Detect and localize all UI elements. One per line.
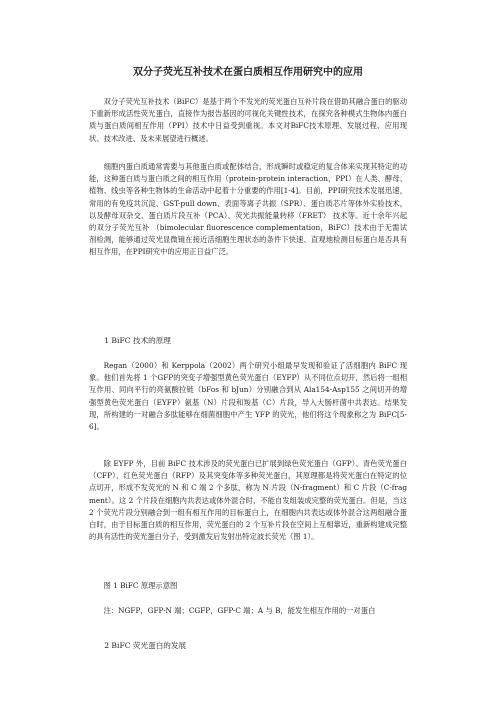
intro-paragraph: 细胞内蛋白质通常需要与其他蛋白质或配体结合，形成瞬时或稳定的复合体来实现其特定的功能，这种蛋白质与蛋白质之间的相互作用（protein-protein interaction，PPI）在人类、酵母、植物、线虫等各种生物体的生命活动中起着十分重要的作用[1-4]。目前，PPI研究技术发展迅速，常用的有免疫共沉淀、GST-pull down、表面等离子共振（SPR）、蛋白质芯片等体外实验技术，以及酵母双杂交、蛋白质片段互补（PCA）、荧光共振能量转移（FRET） 技术等。近十余年兴起的双分子荧光互补 （bimolecular fluorescence complementation，BiFC）技术由于无需试剂检测，能够通过荧光显微镜在接近活细胞生理状态的条件下快速、直观地检测目标蛋白是否具有相互作用，在PPI研究中的应用正日益广泛。 [89,162,407,257]
figure-caption: 图 1 BiFC 原理示意图 [103,581,178,590]
section-1-paragraph-1: Regan（2000）和 Kerppola（2002）两个研究小组最早发现和验证了活细胞内 BiFC 现象。他们首先将 1 个GFP的突变子增强型黄色荧光蛋白（EYFP）从不同位点切开，然后将一组相互作用、同向平行的亮氨酸拉链（bFos 和 bJun）分别融合到从 Ala154-Asp155 之间切开的增强型黄色荧光蛋白（EYFP）氨基（N）片段和羧基（C）片段，导入大肠杆菌中共表达。结果发现，所构建的一对融合多肽能够在细菌细胞中产生 YFP 的荧光，他们将这个现象称之为 BiFC[5-6]。 [89,361,407,432]
section-2-heading: 2 BiFC 荧光蛋白的发展 [104,641,187,650]
section-1-paragraph-2: 除 EYFP 外，目前 BiFC 技术涉及的荧光蛋白已扩展到绿色荧光蛋白（GFP）、青色荧光蛋白（CFP）、红色荧光蛋白（RFP）及其突变体等多种荧光蛋白，其原理都是将荧光蛋白在特定的位点切开，形成不发荧光的 N 和 C 端 2 个多肽，称为 N 片段（N-fragment）和 C 片段（C-fragment）。这 2 个片段在细胞内共表达或体外混合时，不能自发组装成完整的荧光蛋白。但是，当这 2 个荧光片段分别融合到一组有相互作用的目标蛋白上，在细胞内共表达或体外混合这两组融合蛋白时，由于目标蛋白质的相互作用，荧光蛋白的 2 个互补片段在空间上互相靠近，重新构建成完整的具有活性的荧光蛋白分子，受到激发后发射出特定波长荧光（图 1）。 [89,459,407,542]
section-1-heading: 1 BiFC 技术的原理 [104,336,171,345]
abstract-paragraph: 双分子荧光互补技术（BiFC）是基于两个不发光的荧光蛋白互补片段在借助其融合蛋白的驱动下重新形成活性荧光蛋白，直接作为报告基因的可视化关键性技术，在探究各种模式生物体内蛋白质与蛋白质间相互作用（PPI）技术中日益受到重视。本文对BiFC技术原理、发展过程、应用现状、技术改进、及未来展望进行概述。 [89,97,407,143]
document-title: 双分子荧光互补技术在蛋白质相互作用研究中的应用 [133,67,363,78]
figure-note: 注：NGFP，GFP-N 端；CGFP，GFP-C 端；A 与 B，能发生相互作用的一对蛋白 [103,606,376,615]
